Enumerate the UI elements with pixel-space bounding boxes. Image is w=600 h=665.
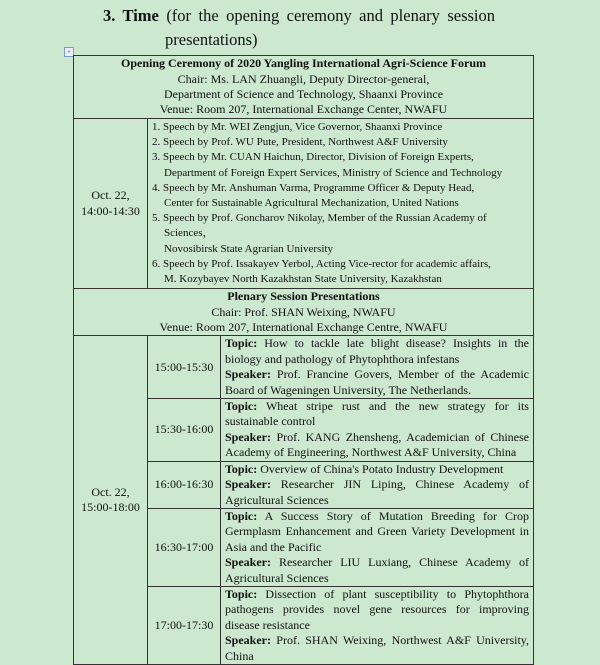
opening-chair: Chair: Ms. LAN Zhuangli, Deputy Director-general, [177, 71, 430, 86]
talk-content [221, 508, 534, 586]
opening-title: Opening Ceremony of 2020 Yangling International Agri-Science Forum [121, 56, 486, 71]
speaker-text: Researcher JIN Liping, Chinese Academy of Agricultural Sciences [225, 477, 529, 507]
opening-datetime [74, 119, 148, 289]
talk-topic [225, 399, 529, 430]
topic-text: Wheat stripe rust and the new strategy for its sustainable control [225, 399, 529, 429]
speech-line: 6. Speech by Prof. Issakayev Yerbol, Acting Vice-rector for academic affairs, [152, 257, 491, 270]
speech-line: M. Kozybayev North Kazakhstan State University, Kazakhstan [164, 273, 442, 286]
talk-speaker [225, 430, 529, 461]
talk-content [221, 586, 534, 664]
opening-header [74, 56, 534, 119]
heading-text: (for the opening ceremony and plenary session [166, 6, 495, 25]
speech-line: 2. Speech by Prof. WU Pute, President, Northwest A&F University [152, 136, 448, 149]
talk-content [221, 336, 534, 399]
speech-item [152, 135, 529, 150]
opening-speeches-row [74, 119, 534, 289]
topic-label: Topic: [225, 461, 258, 476]
speaker-text: Prof. SHAN Weixing, Northwest A&F University, China [225, 633, 530, 663]
speaker-text: Prof. KANG Zhensheng, Academician of Chinese Academy of Engineering, Northwest A&F University, China [225, 429, 529, 460]
opening-chair-dept: Department of Science and Technology, Shaanxi Province [163, 87, 444, 101]
talk-row [74, 336, 534, 399]
topic-text: A Success Story of Mutation Breeding for Crop Germplasm Enhancement and Green Variety Development in Asia and the Pacific [225, 508, 529, 554]
topic-text: Overview of China's Potato Industry Development [260, 461, 504, 476]
speaker-label: Speaker: [225, 633, 271, 648]
speaker-text: Prof. Francine Govers, Member of the Academic Board of Wageningen University, The Netherlands. [225, 367, 530, 397]
heading-text-line2: presentations) [165, 30, 258, 49]
opening-date: Oct. 22, [91, 188, 130, 203]
speech-item [152, 211, 529, 257]
speech-list [148, 119, 534, 289]
topic-label: Topic: [225, 399, 258, 414]
talk-topic [225, 587, 529, 633]
talk-speaker [225, 477, 529, 508]
plenary-venue: Venue: Room 207, International Exchange Centre, NWAFU [159, 320, 448, 335]
topic-text: How to tackle late blight disease? Insights in the biology and pathology of Phytophthora infestans [225, 336, 529, 366]
plenary-header [74, 289, 534, 336]
talk-topic [225, 462, 529, 477]
speaker-label: Speaker: [225, 429, 271, 444]
schedule-table [73, 55, 534, 665]
talk-topic [225, 509, 529, 555]
plenary-date: Oct. 22, [91, 484, 130, 499]
heading-number: 3. Time [103, 6, 159, 25]
topic-label: Topic: [225, 336, 258, 351]
speech-line: 5. Speech by Prof. Goncharov Nikolay, Member of the Russian Academy of Sciences， [152, 212, 487, 240]
talk-content [221, 399, 534, 462]
speech-item [152, 257, 529, 287]
speech-line: 4. Speech by Mr. Anshuman Varma, Programme Officer & Deputy Head, [152, 181, 475, 194]
speaker-text: Researcher LIU Luxiang, Chinese Academy of Agricultural Sciences [225, 555, 529, 585]
speech-line: 1. Speech by Mr. WEI Zengjun, Vice Governor, Shaanxi Province [152, 121, 443, 133]
plenary-header-row [74, 289, 534, 336]
speaker-label: Speaker: [225, 555, 271, 570]
plenary-time: 15:00-18:00 [81, 500, 140, 515]
opening-time: 14:00-14:30 [81, 203, 140, 218]
talk-speaker [225, 367, 529, 398]
talk-time: 15:30-16:00 [148, 399, 221, 462]
topic-text: Dissection of plant susceptibility to Phytophthora pathogens provides novel gene resources for improving disease resistance [225, 586, 529, 632]
talk-speaker [225, 555, 529, 586]
speech-line: 3. Speech by Mr. CUAN Haichun, Director, Division of Foreign Experts, [152, 151, 474, 164]
opening-header-row [74, 56, 534, 119]
speech-line: Department of Foreign Expert Services, Ministry of Science and Technology [164, 166, 503, 179]
opening-venue: Venue: Room 207, International Exchange Center, NWAFU [159, 102, 448, 117]
speech-line: Novosibirsk State Agrarian University [164, 242, 333, 255]
topic-label: Topic: [225, 586, 258, 601]
move-handle-icon[interactable]: + [64, 47, 74, 57]
plenary-title: Plenary Session Presentations [227, 289, 380, 304]
plenary-datetime [74, 336, 148, 665]
talk-time: 16:00-16:30 [148, 461, 221, 508]
topic-label: Topic: [225, 508, 258, 523]
talk-content [221, 461, 534, 508]
speech-item [152, 120, 529, 135]
talk-time: 17:00-17:30 [148, 586, 221, 664]
speech-item [152, 181, 529, 211]
speaker-label: Speaker: [225, 477, 271, 492]
speech-line: Center for Sustainable Agricultural Mechanization, United Nations [164, 197, 459, 210]
speech-item [152, 150, 529, 180]
talk-time: 16:30-17:00 [148, 508, 221, 586]
talk-topic [225, 336, 529, 367]
section-heading [103, 4, 495, 28]
talk-time: 15:00-15:30 [148, 336, 221, 399]
plenary-chair: Chair: Prof. SHAN Weixing, NWAFU [211, 304, 396, 319]
speaker-label: Speaker: [225, 367, 271, 382]
talk-speaker [225, 633, 529, 664]
